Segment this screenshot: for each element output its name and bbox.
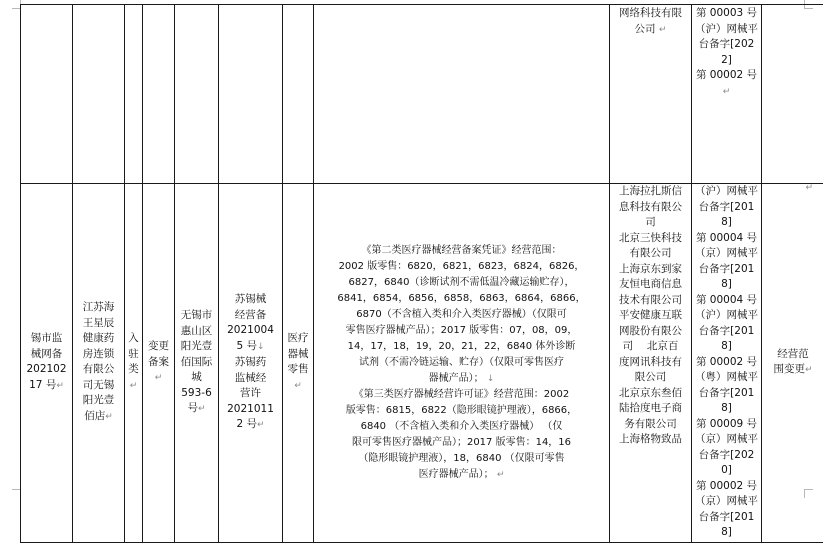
platform-record-cell: （沪）网械平 台备字[2018] 第 00004 号 （京）网械平 台备字[2018] 第 00004 号 （沪）网械平 台备字[2018] 第 00002 号 （粤）网械平 台备字[2018] 第 00009 号 （京）网械平 台备字[2020] 第 00002 号 （京）网械平 台备字[2018] (692, 184, 762, 543)
platform-company-cell: 上海拉扎斯信 息科技有限公 司 北京三快科技 有限公司 上海京东到家 友恒电商信息 技术有限公司 平安健康互联 网股份有限公 司 北京百 度网讯科技有 限公司 北京京东叁佰 陆拾度电子商 务有限公司 上海格物致品 (610, 184, 692, 543)
row-end-mark: ↵ (805, 183, 813, 193)
business-mode-cell: 医疗 器械 零售↵ (283, 184, 314, 543)
address-cell: 无锡市 惠山区 阳光壹 佰国际 城 593-6 号↵ (175, 184, 219, 543)
company-name-cell: 江苏海 王星辰 健康药 房连锁 有限公 司无锡 阳光壹 佰店↵ (73, 184, 125, 543)
table-row (21, 5, 823, 184)
platform-company-cell: 网络科技有限 公司 ↵ (610, 5, 692, 184)
filing-table (20, 4, 823, 543)
remark-cell: 经营范 围变更↵ (762, 184, 823, 543)
business-scope-cell: 《第二类医疗器械经营备案凭证》经营范围： 2002 版零售：6820，6821，6823，6824，6826， 6827，6840（诊断试剂不需低温冷藏运输贮存）， 6841，6854，6856，6858，6863，6864，6866， 6870（不含植入类和介入类医疗器械）（仅限可 零售医疗器械产品）；2017 版零售：07，08，09， 14，17，18，19，20，21，22，6840 体外诊断 试剂（不需冷链运输、贮存）（仅限可零售医疗 器械产品）； ↓ 《第三类医疗器械经营许可证》经营范围：2002 版零售：6815，6822（隐形眼镜护理液），6866， 6840 （不含植入类和介入类医疗器械） （仅 限可零售医疗器械产品）；2017 版零售：14，16 （隐形眼镜护理液），18，6840 （仅限可零售 医疗器械产品）； ↵ (314, 184, 610, 543)
filing-number-cell: 锡市监 械网备 202102 17 号↵ (21, 184, 73, 543)
category-cell: 入 驻 类↵ (125, 184, 143, 543)
platform-record-cell: 第 00003 号 （沪）网械平 台备字[2022] 第 00002 号↵ (692, 5, 762, 184)
license-cell: 苏锡械 经营备 2021004 5 号↓ 苏锡药 监械经 营许 2021011 2 号↵ (219, 184, 283, 543)
table-row (21, 184, 823, 543)
change-type-cell: 变更 备案↵ (143, 184, 175, 543)
